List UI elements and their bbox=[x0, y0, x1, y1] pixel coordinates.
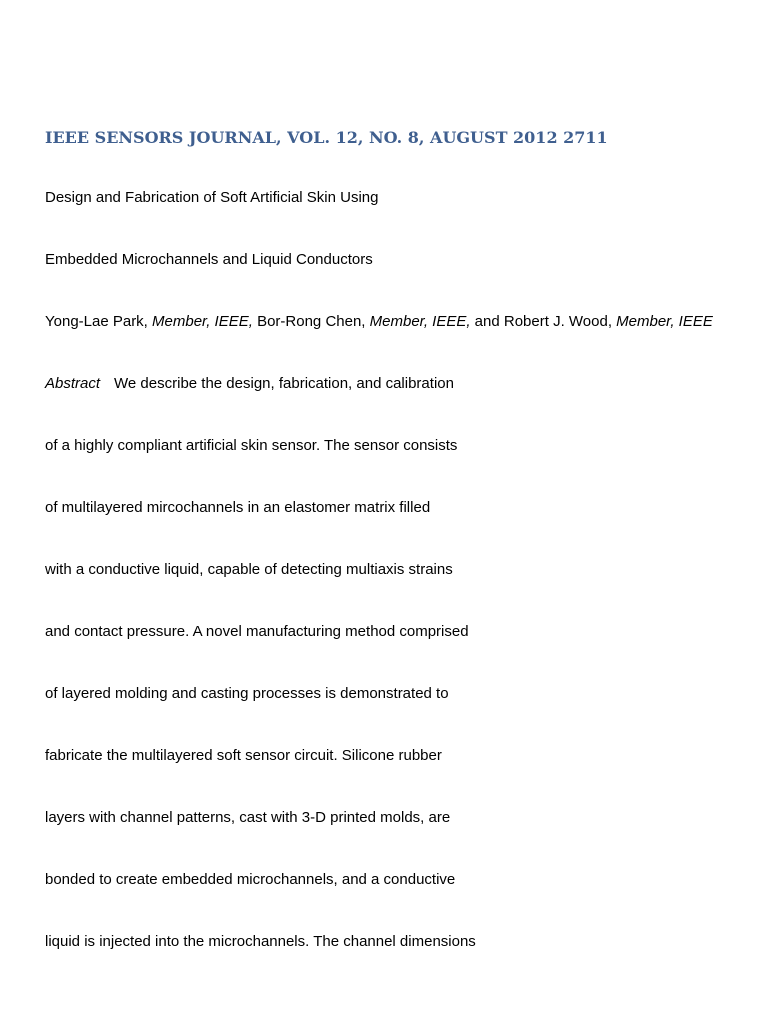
abstract-line: bonded to create embedded microchannels, and a conductive bbox=[45, 871, 456, 888]
author-1-membership: Member, IEEE, bbox=[152, 313, 253, 330]
abstract-first-line bbox=[45, 375, 454, 393]
abstract-label: Abstract bbox=[45, 375, 101, 392]
title-line-1: Design and Fabrication of Soft Artificial Skin Using bbox=[45, 189, 379, 206]
abstract-line: liquid is injected into the microchannels. The channel dimensions bbox=[45, 933, 476, 950]
abstract-line: layers with channel patterns, cast with 3-D printed molds, are bbox=[45, 809, 451, 826]
abstract-line: fabricate the multilayered soft sensor circuit. Silicone rubber bbox=[45, 747, 442, 764]
abstract-line: of a highly compliant artificial skin sensor. The sensor consists bbox=[45, 437, 458, 454]
author-2-membership: Member, IEEE, bbox=[369, 313, 471, 330]
abstract-line: with a conductive liquid, capable of detecting multiaxis strains bbox=[45, 561, 453, 578]
abstract-text-first: We describe the design, fabrication, and calibration bbox=[114, 375, 454, 392]
abstract-line: of layered molding and casting processes is demonstrated to bbox=[45, 685, 449, 702]
author-2: Bor-Rong Chen, bbox=[252, 313, 370, 330]
author-3: and Robert J. Wood, bbox=[470, 313, 617, 330]
author-1: Yong-Lae Park, bbox=[45, 313, 153, 330]
author-3-membership: Member, IEEE bbox=[616, 313, 713, 330]
title-line-2: Embedded Microchannels and Liquid Conductors bbox=[45, 251, 373, 268]
abstract-line: of multilayered mircochannels in an elastomer matrix filled bbox=[45, 499, 431, 516]
abstract-line: and contact pressure. A novel manufacturing method comprised bbox=[45, 623, 469, 640]
author-line bbox=[45, 313, 713, 331]
journal-header: IEEE SENSORS JOURNAL, VOL. 12, NO. 8, AUGUST 2012 2711 bbox=[45, 128, 608, 147]
